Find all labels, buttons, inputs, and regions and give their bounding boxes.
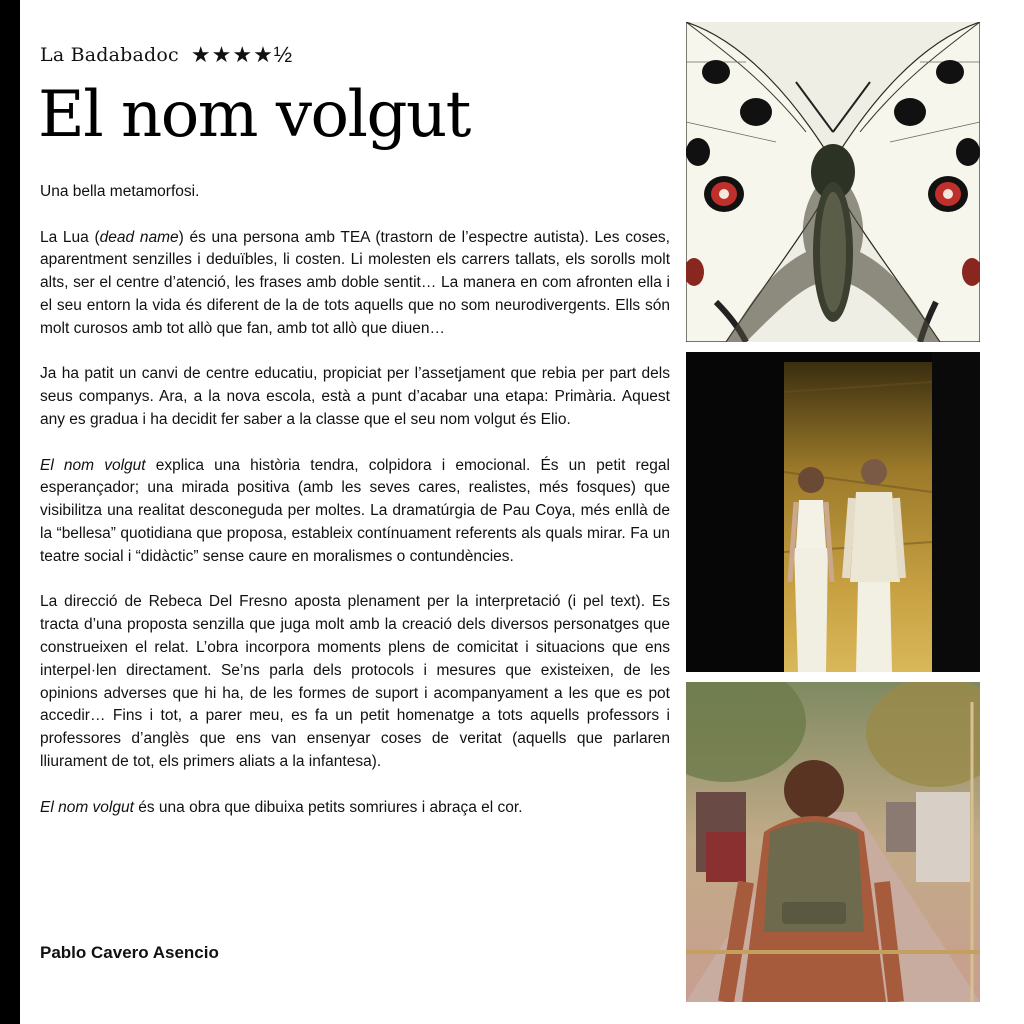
header	[40, 44, 293, 66]
street-photo	[686, 682, 980, 1002]
paragraph-4-text: explica una història tendra, colpidora i emocional. És un petit regal esperançador; una mirada positiva (amb les seves cares, realistes, més fosques) que visibilitza una realitat desconeguda per moltes. La dramatúrgia de Pau Coya, més enllà de la “bellesa” quotidiana que proposa, estableix contínuament referents als quals mirar. Fa un teatre social i “didàctic” sense caure en moralismes o contundències.	[40, 456, 670, 565]
paragraph-2	[40, 227, 670, 341]
author-signature: Pablo Cavero Asencio	[40, 943, 219, 962]
page-title: El nom volgut	[38, 78, 470, 152]
stage-photo	[686, 352, 980, 672]
paragraph-6-text: és una obra que dibuixa petits somriures i abraça el cor.	[133, 798, 523, 816]
paragraph-4	[40, 455, 670, 569]
paragraph-3	[40, 363, 670, 431]
paragraph-2-text: ) és una persona amb TEA (trastorn de l’espectre autista). Les coses, aparentment senzilles i deduïbles, li costen. Li molesten els carrers tallats, els sorolls molt alts, ser el centre d’atenció, les frases amb doble sentit… La manera en com afronten ella i el seu entorn la vida és diferent de la de tots aquells que no som neurodivergents. Ells són molt curosos amb tot allò que fan, amb tot allò que diuen…	[40, 228, 670, 337]
brand-name: La Badabadoc	[40, 44, 179, 66]
paragraph-1-text: Una bella metamorfosi.	[40, 183, 200, 200]
paragraph-1	[40, 181, 670, 204]
dead-name-emphasis: dead name	[99, 228, 179, 246]
play-title-emphasis: El nom volgut	[40, 798, 134, 816]
paragraph-3-text: Ja ha patit un canvi de centre educatiu, propiciat per l’assetjament que rebia per part dels seus companys. Ara, a la nova escola, està a punt d’acabar una etapa: Primària. Aquest any es gradua i ha decidit fer saber a la classe que el seu nom volgut és Elio.	[40, 365, 670, 428]
paragraph-2-pre: La Lua (	[40, 228, 100, 246]
butterfly-photo	[686, 22, 980, 342]
play-title-emphasis: El nom volgut	[40, 456, 146, 474]
paragraph-6	[40, 797, 670, 820]
rating-stars: ★★★★½	[190, 42, 294, 67]
review-body	[40, 181, 670, 842]
paragraph-5-text: La direcció de Rebeca Del Fresno aposta plenament per la interpretació (i pel text). Es tracta d’una proposta senzilla que juga molt amb la creació dels diversos personatges que construeixen el relat. L’obra incorpora moments plens de comicitat i situacions que ens interpel·len directament. Se’ns parla dels protocols i mesures que existeixen, de les opinions adverses que hi ha, de les formes de suport i acompanyament a les que es pot accedir… Fins i tot, a parer meu, es fa un petit homenatge a tots aquells professors i professores d’anglès que ens van ensenyar coses de veritat (aquells que parlaren lliurament de tot, els primers aliats a la infantesa).	[40, 593, 670, 770]
paragraph-5	[40, 591, 670, 773]
